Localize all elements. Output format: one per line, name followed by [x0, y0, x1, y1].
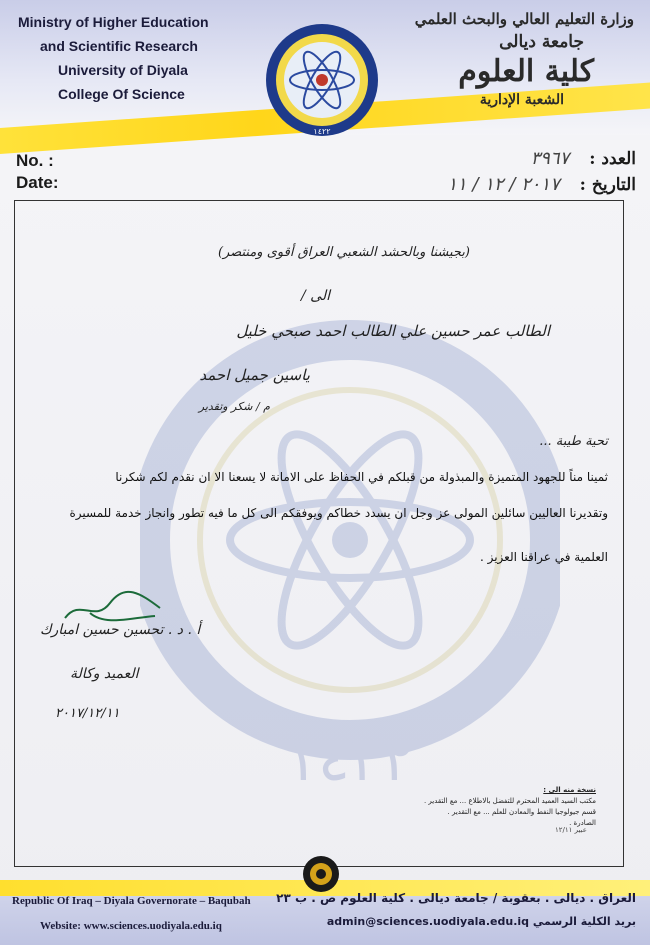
department-name-ar: الشعبة الإدارية [479, 92, 564, 108]
footer-address-en: Republic Of Iraq – Diyala Governorate – Baqubah [12, 895, 251, 907]
addressee-label: الى / [301, 288, 330, 304]
signer-title: العميد وكالة [70, 666, 139, 682]
ministry-name-ar: وزارة التعليم العالي والبحث العلمي [414, 10, 634, 28]
watermark-year: ١٤٢٢ [285, 725, 415, 795]
footer-mail-row [317, 915, 636, 928]
subject-line: م / شكر وتقدير [198, 400, 270, 413]
cc-item: الصادرة . [569, 819, 596, 827]
greeting-line: تحية طيبة ... [539, 434, 608, 449]
number-label-ar: العدد : [589, 149, 636, 169]
english-meta [16, 150, 59, 194]
date-row [447, 172, 636, 198]
body-paragraph-2: وتقديرنا العاليين سائلين المولى عز وجل ان يسدد خطاكم ويوفقكم الى كل ما فيه تطور وانجاز خدمة للمسيرة [69, 506, 608, 520]
cc-item: قسم جيولوجيا النفط والمعادن للعلم ... مع التقدير . [447, 808, 596, 816]
carbon-copy-list [424, 785, 596, 829]
recipients-line-1: الطالب عمر حسين علي الطالب احمد صبحي خليل [236, 322, 550, 340]
number-value: ٣٩٦٧ [530, 148, 570, 169]
motto-line: (بجيشنا وبالحشد الشعبي العراق أقوى ومنتصر) [217, 245, 470, 260]
ministry-name-cont: and Scientific Research [40, 38, 198, 54]
arabic-letterhead [404, 8, 634, 110]
ministry-name: Ministry of Higher Education [18, 14, 209, 30]
english-letterhead [18, 10, 209, 106]
number-row [447, 146, 636, 172]
date-label-en: Date: [16, 173, 59, 192]
body-paragraph-3: العلمية في عراقنا العزيز . [479, 550, 608, 564]
signature-date: ٢٠١٧/١٢/١١ [55, 706, 120, 721]
signer-name: أ . د . تحسين حسين امبارك [40, 622, 201, 638]
college-name: College Of Science [58, 86, 185, 102]
typist-note: عبير ١٢/١١ [555, 826, 587, 834]
recipients-line-2: ياسين جميل احمد [199, 366, 310, 384]
university-name: University of Diyala [58, 62, 188, 78]
footer-address-ar: العراق . ديالى . بعقوبة / جامعة ديالى . كلية العلوم ص . ب ٢٣ [276, 891, 636, 905]
college-name-ar: كلية العلوم [458, 54, 594, 89]
date-value: ٢٠١٧ / ١٢ / ١١ [447, 174, 560, 195]
arabic-meta [447, 146, 636, 198]
footer-mail-label: بريد الكلية الرسمي [532, 915, 636, 928]
college-logo-emblem [262, 20, 382, 140]
cc-item: مكتب السيد العميد المحترم للتفضل بالاطلاع ... مع التقدير . [423, 797, 596, 805]
logo-year-top: 2001 [313, 24, 331, 32]
university-name-ar: جامعة ديالى [499, 32, 584, 52]
footer-website[interactable]: Website: www.sciences.uodiyala.edu.iq [40, 920, 222, 932]
cc-heading: نسخة منه الى : [543, 786, 596, 794]
date-label-ar: التاريخ : [579, 175, 636, 195]
body-paragraph-1: ثمينا مناً للجهود المتميزة والمبذولة من قبلكم في الحفاظ على الامانة لا يسعنا الا ان نقدم لكم شكرنا [115, 470, 608, 484]
logo-year-bottom: ١٤٢٢ [313, 127, 331, 136]
footer-emblem [298, 852, 344, 894]
number-label-en: No. : [16, 151, 54, 170]
footer-email-link[interactable]: admin@sciences.uodiyala.edu.iq [326, 915, 530, 928]
